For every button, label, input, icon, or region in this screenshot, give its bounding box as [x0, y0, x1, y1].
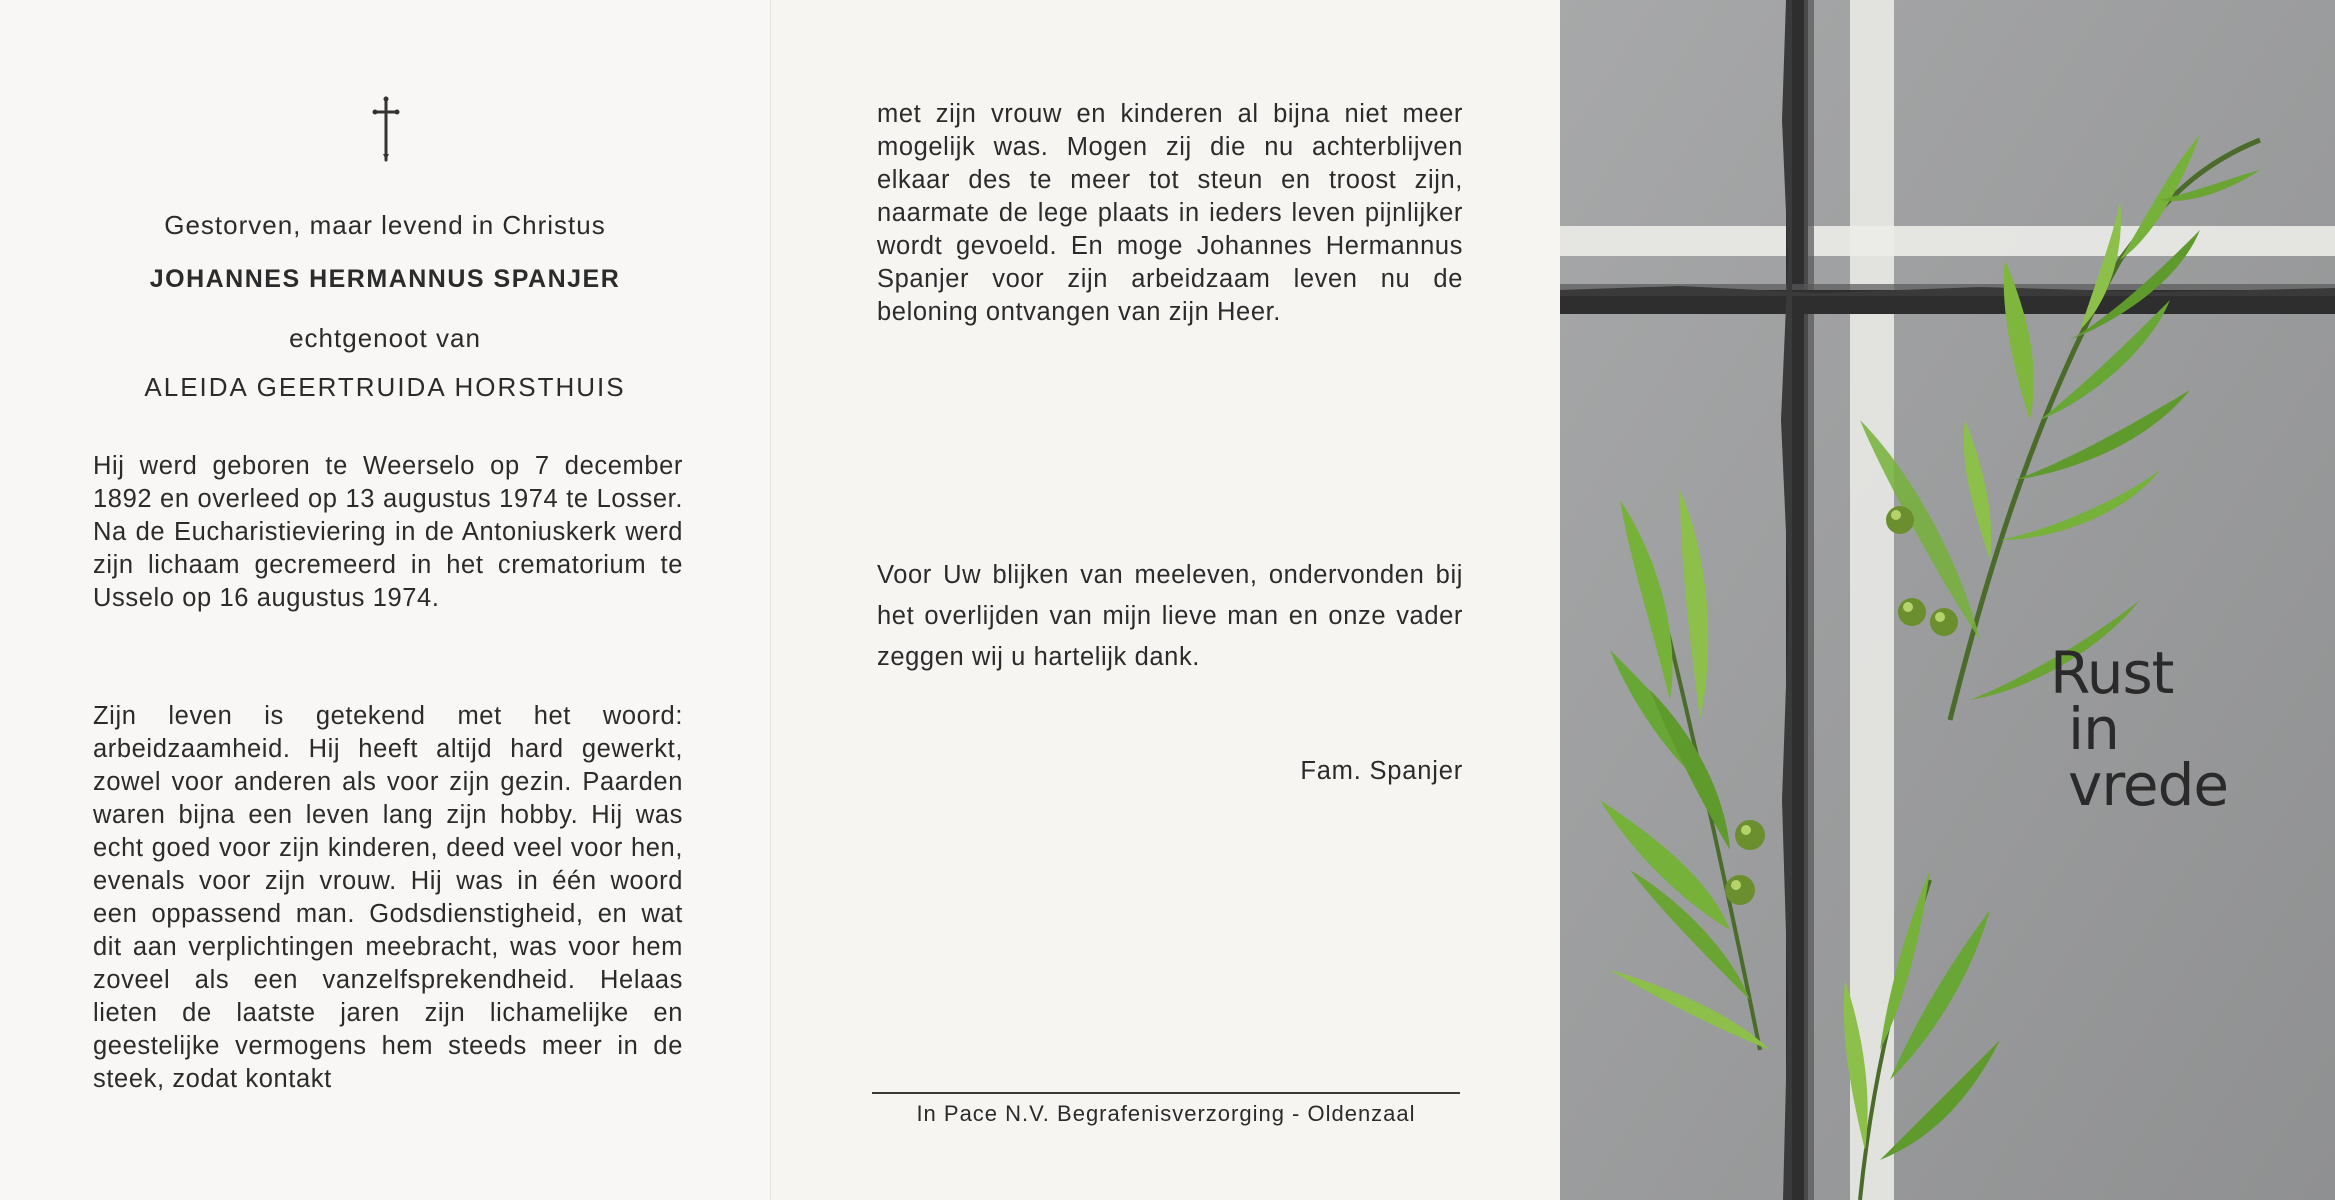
- life-paragraph: Zijn leven is getekend met het woord: arbeidzaamheid. Hij heeft altijd hard gewerkt, zowel voor anderen als voor zijn gezin. Paarden waren bijna een leven lang zijn hobby. Hij was echt goed voor zijn kinderen, deed veel voor hen, evenals voor zijn vrouw. Hij was in één woord een oppassend man. Godsdienstigheid, en wat dit aan verplichtingen meebracht, was voor hem zoveel als een vanzelfsprekendheid. Helaas lieten de laatste jaren zijn lichamelijke en geestelijke vermogens hem steeds meer in de steek, zodat kontakt: [93, 702, 683, 1093]
- cover-panel: [1560, 0, 2335, 1200]
- continuation-paragraph: met zijn vrouw en kinderen al bijna niet meer mogelijk was. Mogen zij die nu achterblijven elkaar des te meer tot steun en troost zijn, naarmate de lege plaats in ieders leven pijnlijker wordt gevoeld. En moge Johannes Hermannus Spanjer voor zijn arbeidzaam leven nu de beloning ontvangen van zijn Heer.: [877, 100, 1463, 326]
- rust-line-2: in: [2068, 695, 2119, 763]
- printer-credit: In Pace N.V. Begrafenisverzorging - Oldenzaal: [916, 1101, 1416, 1126]
- biography-paragraph: Hij werd geboren te Weerselo op 7 december 1892 en overleed op 13 augustus 1974 te Losser. Na de Eucharistieviering in de Antoniuskerk werd zijn lichaam gecremeerd in het crematorium te Usselo op 16 augustus 1974.: [93, 452, 683, 612]
- rust-line-1: Rust: [2050, 639, 2174, 707]
- family-signature: Fam. Spanjer: [1300, 757, 1463, 785]
- cross-olive-branch-illustration: [1560, 0, 2335, 1200]
- deceased-name: JOHANNES HERMANNUS SPANJER: [149, 265, 621, 293]
- cross-icon: [372, 96, 400, 162]
- motto-heading: Gestorven, maar levend in Christus: [164, 210, 606, 240]
- thanks-paragraph: Voor Uw blijken van meeleven, ondervonden bij het overlijden van mijn lieve man en onze vader zeggen wij u hartelijk dank.: [877, 561, 1463, 671]
- footer-divider: [872, 1092, 1460, 1094]
- spouse-label: echtgenoot van: [289, 323, 481, 353]
- rust-in-vrede-script: [2050, 639, 2229, 819]
- left-panel: [0, 0, 770, 1200]
- rust-line-3: vrede: [2068, 751, 2229, 819]
- spouse-name: ALEIDA GEERTRUIDA HORSTHUIS: [144, 372, 626, 402]
